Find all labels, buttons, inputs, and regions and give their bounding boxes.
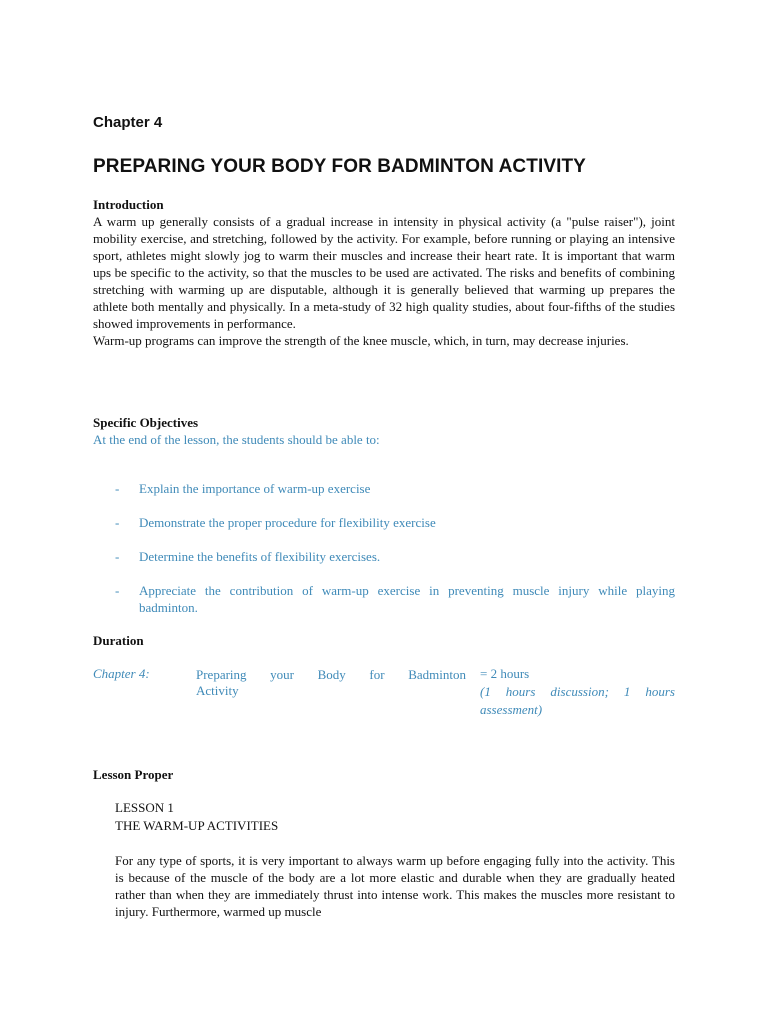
introduction-body	[93, 213, 675, 349]
lesson-proper-heading: Lesson Proper	[93, 767, 174, 782]
list-dash: -	[115, 481, 120, 496]
duration-chapter: Chapter 4:	[93, 666, 150, 681]
chapter-title: PREPARING YOUR BODY FOR BADMINTON ACTIVITY	[93, 156, 586, 177]
objectives-intro: At the end of the lesson, the students should be able to:	[93, 432, 380, 447]
objectives-list	[115, 480, 675, 633]
duration-breakdown: (1 hours discussion; 1 hours assessment)	[480, 684, 675, 717]
duration-heading: Duration	[93, 633, 144, 648]
objective-text: Determine the benefits of flexibility exercises.	[139, 549, 381, 564]
list-dash: -	[115, 583, 120, 598]
objective-text: Explain the importance of warm-up exercise	[139, 481, 371, 496]
introduction-heading: Introduction	[93, 197, 164, 212]
duration-hours: = 2 hours	[480, 666, 530, 681]
objective-item	[115, 480, 675, 497]
lesson-title: THE WARM-UP ACTIVITIES	[115, 818, 279, 833]
objective-item	[115, 548, 675, 565]
list-dash: -	[115, 549, 120, 564]
objective-item	[115, 514, 675, 531]
lesson-number: LESSON 1	[115, 800, 174, 815]
objective-text: Appreciate the contribution of warm-up exercise in preventing muscle injury while playing badminton.	[139, 583, 675, 615]
objective-item	[115, 582, 675, 616]
duration-topic-line-1: Preparing your Body for Badminton	[196, 667, 466, 682]
duration-topic-line-2: Activity	[196, 683, 239, 698]
chapter-label: Chapter 4	[93, 114, 163, 131]
objectives-heading: Specific Objectives	[93, 415, 199, 430]
objective-text: Demonstrate the proper procedure for flexibility exercise	[139, 515, 436, 530]
lesson-body: For any type of sports, it is very important to always warm up before engaging fully into the activity. This is because of the muscle of the body are a lot more elastic and durable when they are gradually heated rather than when they are immediately thrust into intense work. This makes the muscles more resistant to injury. Furthermore, warmed up muscle	[115, 853, 675, 919]
list-dash: -	[115, 515, 120, 530]
introduction-paragraph-2: Warm-up programs can improve the strength of the knee muscle, which, in turn, may decrease injuries.	[93, 333, 629, 348]
introduction-paragraph-1: A warm up generally consists of a gradual increase in intensity in physical activity (a "pulse raiser"), joint mobility exercise, and stretching, followed by the activity. For example, before running or playing an intensive sport, athletes might slowly jog to warm their muscles and increase their heart rate. It is important that warm ups be specific to the activity, so that the muscles to be used are activated. The risks and benefits of combining stretching with warming up are disputable, although it is generally believed that warming up prepares the athlete both mentally and physically. In a meta-study of 32 high quality studies, about four-fifths of the studies showed improvements in performance.	[93, 214, 675, 331]
